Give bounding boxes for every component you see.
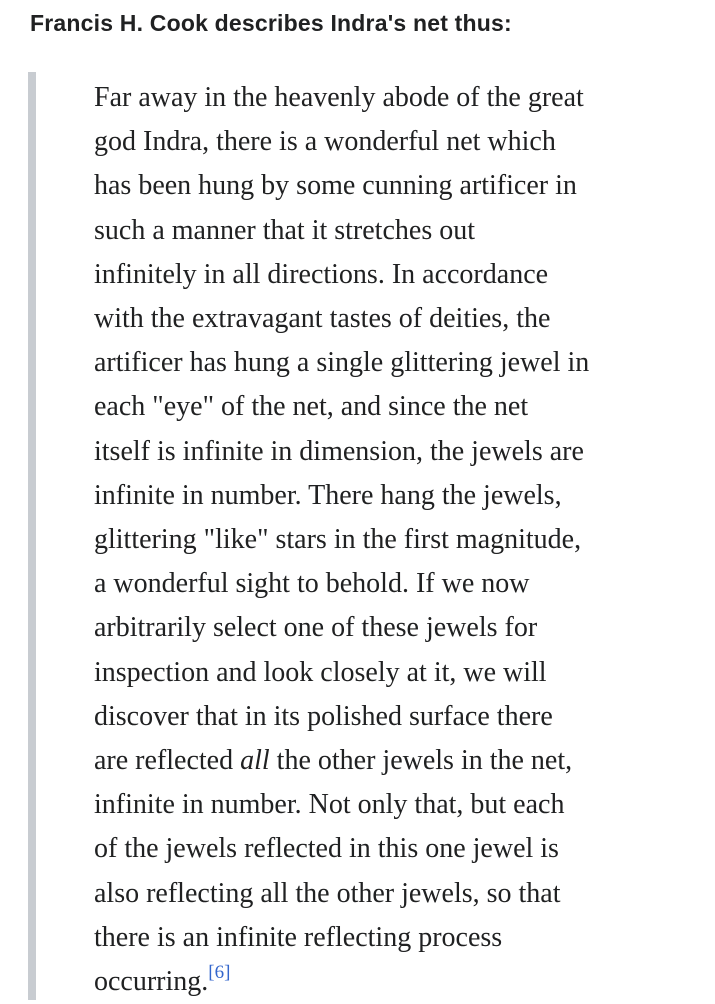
quote-line: artificer has hung a single glittering jewel in bbox=[94, 347, 590, 379]
blockquote-bar bbox=[28, 72, 36, 1000]
quote-line: such a manner that it stretches out bbox=[94, 214, 475, 246]
blockquote bbox=[94, 76, 694, 1004]
quote-line: there is an infinite reflecting process bbox=[94, 921, 503, 953]
quote-line: a wonderful sight to behold. If we now bbox=[94, 568, 530, 600]
intro-heading: Francis H. Cook describes Indra's net thus: bbox=[30, 10, 512, 36]
quote-line: of the jewels reflected in this one jewel is bbox=[94, 833, 559, 865]
quote-line: with the extravagant tastes of deities, the bbox=[94, 303, 551, 335]
quote-line: infinite in number. Not only that, but each bbox=[94, 789, 565, 821]
quote-line: god Indra, there is a wonderful net which bbox=[94, 126, 556, 158]
quote-line: glittering "like" stars in the first magnitude, bbox=[94, 524, 582, 556]
quote-line: discover that in its polished surface there bbox=[94, 700, 553, 732]
quote-line: infinitely in all directions. In accordance bbox=[94, 258, 549, 290]
reference-link[interactable]: [6] bbox=[208, 962, 231, 984]
quote-text: occurring. bbox=[94, 966, 209, 998]
quote-line: each "eye" of the net, and since the net bbox=[94, 391, 529, 423]
quote-line: also reflecting all the other jewels, so that bbox=[94, 877, 561, 909]
quote-line: infinite in number. There hang the jewels, bbox=[94, 479, 562, 511]
quote-line bbox=[94, 739, 694, 783]
quote-line: itself is infinite in dimension, the jewels are bbox=[94, 435, 584, 467]
quote-line: arbitrarily select one of these jewels for bbox=[94, 612, 538, 644]
quote-line: has been hung by some cunning artificer in bbox=[94, 170, 577, 202]
emphasis-text: all bbox=[240, 745, 270, 777]
quote-line: Far away in the heavenly abode of the great bbox=[94, 82, 584, 113]
quote-text: the other jewels in the net, bbox=[269, 745, 573, 777]
quote-line: inspection and look closely at it, we will bbox=[94, 656, 547, 688]
quote-text: are reflected bbox=[94, 745, 241, 777]
quote-line bbox=[94, 960, 694, 1004]
